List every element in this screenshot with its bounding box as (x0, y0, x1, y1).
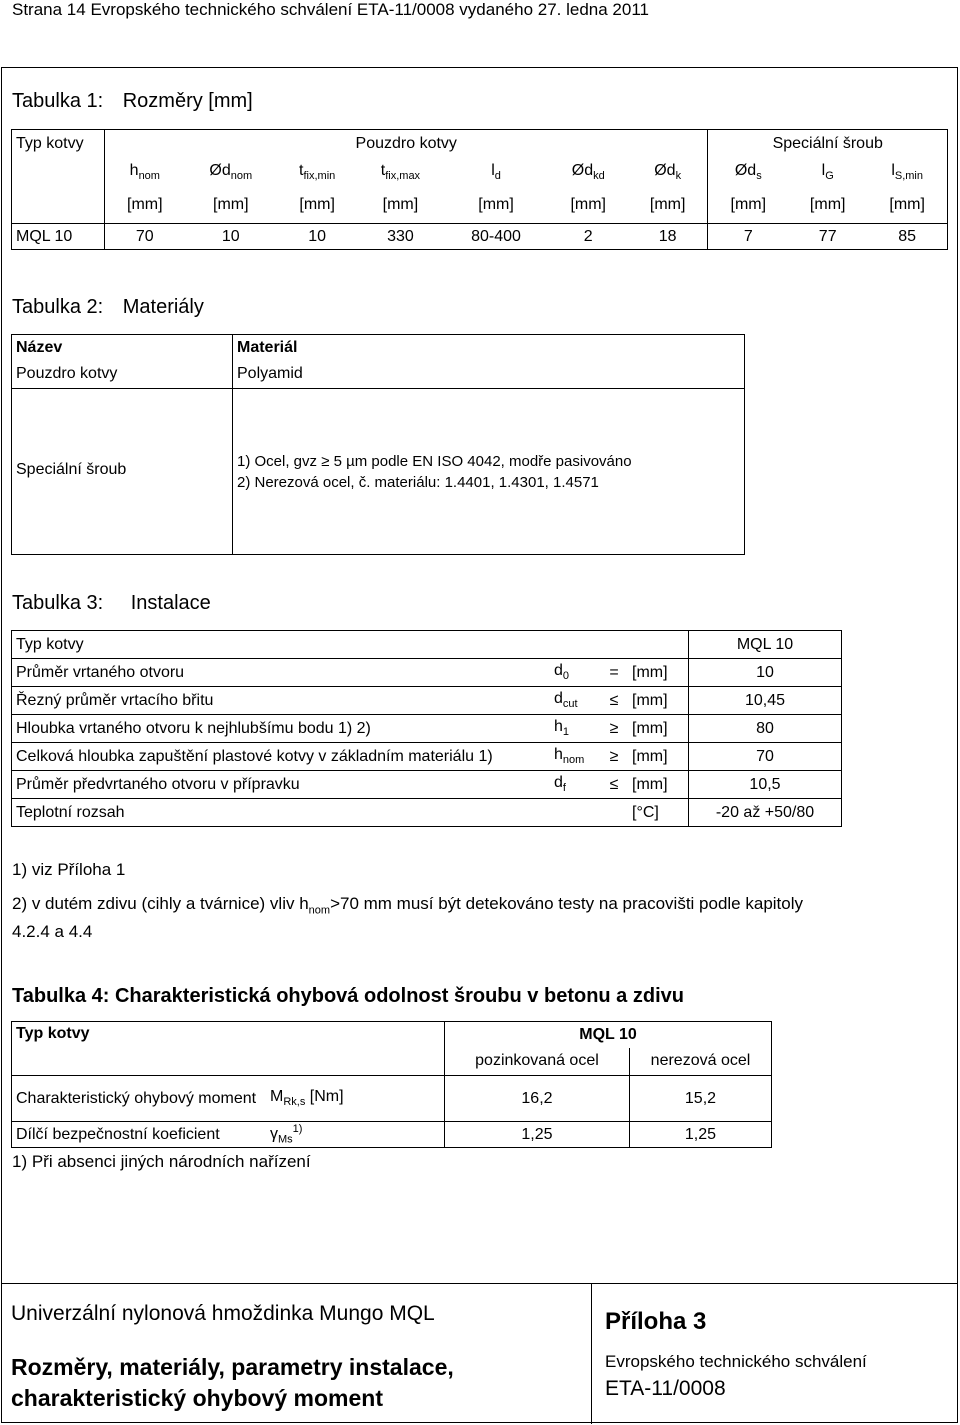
table2-r1-material: Polyamid (233, 361, 745, 389)
table3-note1: 1) viz Příloha 1 (12, 860, 126, 879)
table1-unit-row: [mm] [mm] [mm] [mm] [mm] [mm] [mm] [mm] [mm] [mm] (12, 188, 948, 224)
table4-row-coefficient: Dílčí bezpečnostní koeficient $\gamma_{Ms}^{1)}$ 1,25 1,25 (12, 1122, 772, 1148)
table3-row: Průměr předvrtaného otvoru v přípravku $d_f$ ≤ [mm] 10,5 (12, 771, 842, 799)
footer (1, 1283, 958, 1424)
footer-eta-number: ETA-11/0008 (605, 1377, 726, 1400)
table1-group-screw: Speciální šroub (708, 130, 948, 158)
footer-annex: Příloha 3 (605, 1308, 707, 1335)
table2 (11, 334, 745, 555)
table4-row-moment: Charakteristický ohybový moment $M_{Rk,s}$ [Nm] 16,2 15,2 (12, 1076, 772, 1122)
footer-product: Univerzální nylonová hmoždinka Mungo MQL (11, 1302, 435, 1325)
table1-col-type: Typ kotvy (12, 130, 105, 158)
table2-label: Tabulka 2: (12, 296, 104, 318)
table3-head: Typ kotvy MQL 10 (12, 631, 842, 659)
table4-head-name: Typ kotvy (12, 1022, 445, 1076)
table4-col-galvanized: pozinkovaná ocel (444, 1048, 629, 1076)
table3-row: Řezný průměr vrtacího břitu $d_{cut}$ ≤ [mm] 10,45 (12, 687, 842, 715)
table2-r1-name: Pouzdro kotvy (12, 361, 233, 389)
table2-r2-name: Speciální šroub (12, 389, 233, 555)
table1-row-name: MQL 10 (12, 224, 105, 250)
table1-caption (12, 90, 253, 113)
table3-row: Teplotní rozsah [°C] -20 až +50/80 (12, 799, 842, 827)
table1-group-sleeve: Pouzdro kotvy (105, 130, 708, 158)
table3-row: Celková hloubka zapuštění plastové kotvy v základním materiálu 1) $h_{nom}$ ≥ [mm] 70 (12, 743, 842, 771)
table1-row-mql10: MQL 10 70 10 10 330 80-400 2 18 7 77 85 (12, 224, 948, 250)
table3-note2: 2) v dutém zdivu (cihly a tvárnice) vliv $h_{nom}>70$ mm musí být detekováno testy na pracovišti podle kapitoly 4.2.4 a 4.4 (12, 894, 803, 942)
table4 (11, 1021, 772, 1148)
table1-symbol-row: $h_{nom}$ $Ød_{nom}$ $t_{fix,min}$ $t_{fix,max}$ $l_d$ $Ød_{kd}$ $Ød_k$ $Ød_s$ $l_G$ $l_{S,min}$ (12, 158, 948, 188)
table3-label: Tabulka 3: (12, 592, 104, 614)
table1 (11, 129, 948, 250)
table4-head-group: MQL 10 (444, 1022, 771, 1048)
table1-title: Rozměry [mm] (122, 90, 253, 112)
table3-row: Průměr vrtaného otvoru $d_0$ = [mm] 10 (12, 659, 842, 687)
table2-title: Materiály (122, 296, 204, 318)
table2-head-name: Název (12, 335, 233, 361)
table4-col-stainless: nerezová ocel (629, 1048, 771, 1076)
table2-head-material: Materiál (233, 335, 745, 361)
table3-row: Hloubka vrtaného otvoru k nejhlubšímu bodu 1) 2) $h_1$ ≥ [mm] 80 (12, 715, 842, 743)
table2-r2-material: 1) Ocel, gvz ≥ 5 µm podle EN ISO 4042, modře pasivováno 2) Nerezová ocel, č. materiálu: 1.4401, 1.4301, 1.4571 (233, 389, 745, 555)
page-header: Strana 14 Evropského technického schválení ETA-11/0008 vydaného 27. ledna 2011 (12, 0, 649, 19)
footer-eta-line1: Evropského technického schválení (605, 1352, 867, 1371)
table3-caption (12, 592, 211, 615)
table3-title: Instalace (130, 592, 211, 614)
table3 (11, 630, 842, 827)
table4-title: Tabulka 4: Charakteristická ohybová odolnost šroubu v betonu a zdivu (12, 985, 684, 1007)
table4-note: 1) Při absenci jiných národních nařízení (12, 1152, 311, 1171)
footer-subject: Rozměry, materiály, parametry instalace, charakteristický ohybový moment (11, 1354, 454, 1411)
table2-caption (12, 296, 204, 319)
table1-label: Tabulka 1: (12, 90, 104, 112)
